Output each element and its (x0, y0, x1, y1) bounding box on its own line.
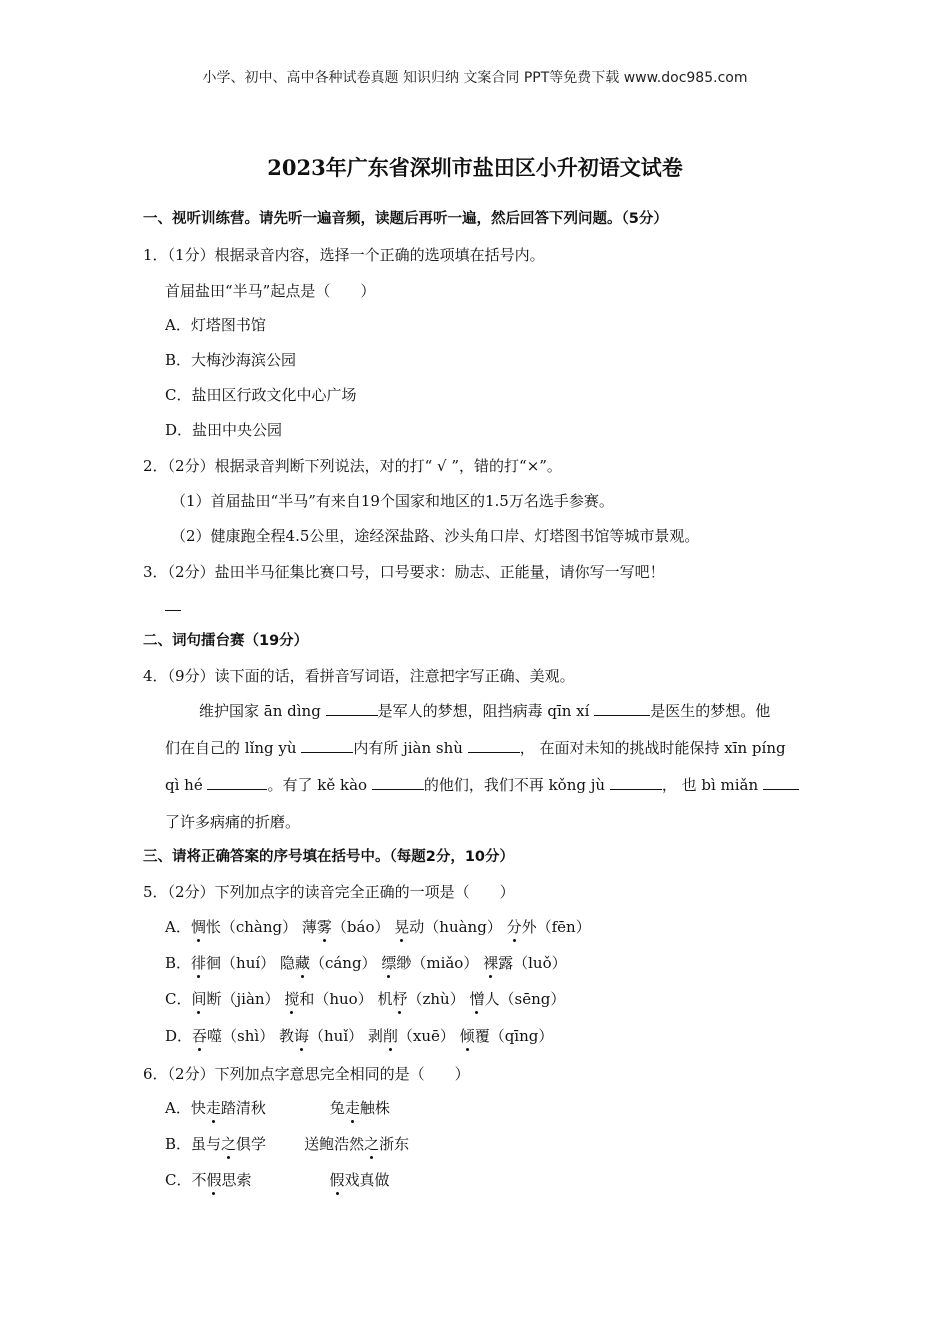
dotted-char: 搅 (284, 990, 300, 1008)
q1-option-a: A．灯塔图书馆 (165, 316, 266, 334)
q4-text: ， 也 bì miǎn (661, 776, 763, 794)
q6-stem: 6．（2分）下列加点字意思完全相同的是（ ） (143, 1065, 470, 1083)
answer-blank[interactable] (610, 775, 662, 790)
section-3-heading: 三、请将正确答案的序号填在括号中。（每题2分，10分） (143, 849, 515, 865)
dotted-char: 削 (382, 1027, 398, 1045)
q1-sub: 首届盐田“半马”起点是（ ） (165, 282, 376, 300)
dotted-char: 间 (191, 990, 207, 1008)
q4-stem: 4．（9分）读下面的话，看拼音写词语，注意把字写正确、美观。 (143, 667, 575, 685)
section-2-heading: 二、词句擂台赛（19分） (143, 633, 309, 649)
q6-option-c: C．不假思索 假戏真做 (165, 1171, 390, 1189)
answer-blank[interactable] (594, 701, 650, 716)
q4-line-1 (199, 701, 770, 721)
dotted-char: 晃 (394, 918, 410, 936)
dotted-char: 分 (506, 918, 522, 936)
exam-title: 2023年广东省深圳市盐田区小升初语文试卷 (267, 155, 683, 180)
dotted-char: 雾 (316, 918, 332, 936)
dotted-char: 藏 (294, 954, 310, 972)
answer-blank[interactable] (468, 738, 520, 753)
dotted-char: 之 (221, 1135, 237, 1153)
q4-text: ， 在面对未知的挑战时能保持 xīn píng (519, 739, 786, 757)
dotted-char: 诲 (293, 1027, 309, 1045)
dotted-char: 走 (344, 1099, 360, 1117)
answer-blank[interactable] (326, 701, 378, 716)
q2-stem: 2．（2分）根据录音判断下列说法，对的打“ √ ”，错的打“×”。 (143, 457, 562, 475)
answer-blank[interactable] (207, 775, 267, 790)
dotted-char: 假 (329, 1171, 345, 1189)
q6-option-b: B．虽与之俱学 送鲍浩然之浙东 (165, 1135, 410, 1153)
dotted-char: 憎 (469, 990, 485, 1008)
q5-option-a: A．惆怅（chàng） 薄雾（báo） 晃动（huàng） 分外（fēn） (165, 918, 591, 936)
site-header: 小学、初中、高中各种试卷真题 知识归纳 文案合同 PPT等免费下载 www.doc985.com (202, 70, 748, 86)
answer-blank[interactable] (763, 775, 799, 790)
q1-option-b: B．大梅沙海滨公园 (165, 351, 297, 369)
q4-text: qì hé (165, 776, 208, 794)
q1-stem: 1．（1分）根据录音内容，选择一个正确的选项填在括号内。 (143, 246, 545, 264)
q3-answer-line (165, 596, 181, 616)
q2-item-2: （2）健康跑全程4.5公里，途经深盐路、沙头角口岸、灯塔图书馆等城市景观。 (171, 527, 700, 545)
q5-option-c: C．间断（jiàn） 搅和（huo） 机杼（zhù） 憎人（sēng） (165, 990, 566, 1008)
q4-line-3 (165, 775, 799, 795)
q4-text: 们在自己的 lǐng yù (165, 739, 302, 757)
q4-text: 维护国家 ān dìng (199, 702, 326, 720)
dotted-char: 杼 (392, 990, 408, 1008)
q1-option-c: C．盐田区行政文化中心广场 (165, 386, 357, 404)
q3-stem: 3．（2分）盐田半马征集比赛口号，口号要求：励志、正能量，请你写一写吧！ (143, 563, 665, 581)
q2-item-1: （1）首届盐田“半马”有来自19个国家和地区的1.5万名选手参赛。 (171, 492, 614, 510)
answer-blank[interactable] (372, 775, 424, 790)
q5-option-b: B．徘徊（huí） 隐藏（cáng） 缥缈（miǎo） 裸露（luǒ） (165, 954, 567, 972)
dotted-char: 惆 (190, 918, 206, 936)
q4-text: 是军人的梦想，阻挡病毒 qīn xí (377, 702, 595, 720)
q4-line-4: 了许多病痛的折磨。 (165, 813, 301, 831)
dotted-char: 走 (205, 1099, 221, 1117)
dotted-char: 倾 (459, 1027, 475, 1045)
dotted-char: 裸 (483, 954, 499, 972)
dotted-char: 徘 (191, 954, 207, 972)
dotted-char: 缥 (381, 954, 397, 972)
dotted-char: 吞 (192, 1027, 208, 1045)
q4-text: 。有了 kě kào (267, 776, 372, 794)
section-1-heading: 一、视听训练营。请先听一遍音频，读题后再听一遍，然后回答下列问题。（5分） (143, 211, 668, 227)
q5-option-d: D．吞噬（shì） 教诲（huǐ） 剥削（xuē） 倾覆（qīng） (165, 1027, 554, 1045)
q4-text: 内有所 jiàn shù (353, 739, 468, 757)
q1-option-d: D．盐田中央公园 (165, 421, 283, 439)
answer-blank[interactable] (301, 738, 353, 753)
q6-option-a: A．快走踏清秋 兔走触株 (165, 1099, 390, 1117)
dotted-char: 假 (206, 1171, 222, 1189)
q4-line-2 (165, 738, 786, 758)
q4-text: 的他们，我们不再 kǒng jù (423, 776, 610, 794)
q4-text: 是医生的梦想。他 (650, 702, 771, 720)
q5-stem: 5．（2分）下列加点字的读音完全正确的一项是（ ） (143, 883, 515, 901)
dotted-char: 之 (364, 1135, 380, 1153)
